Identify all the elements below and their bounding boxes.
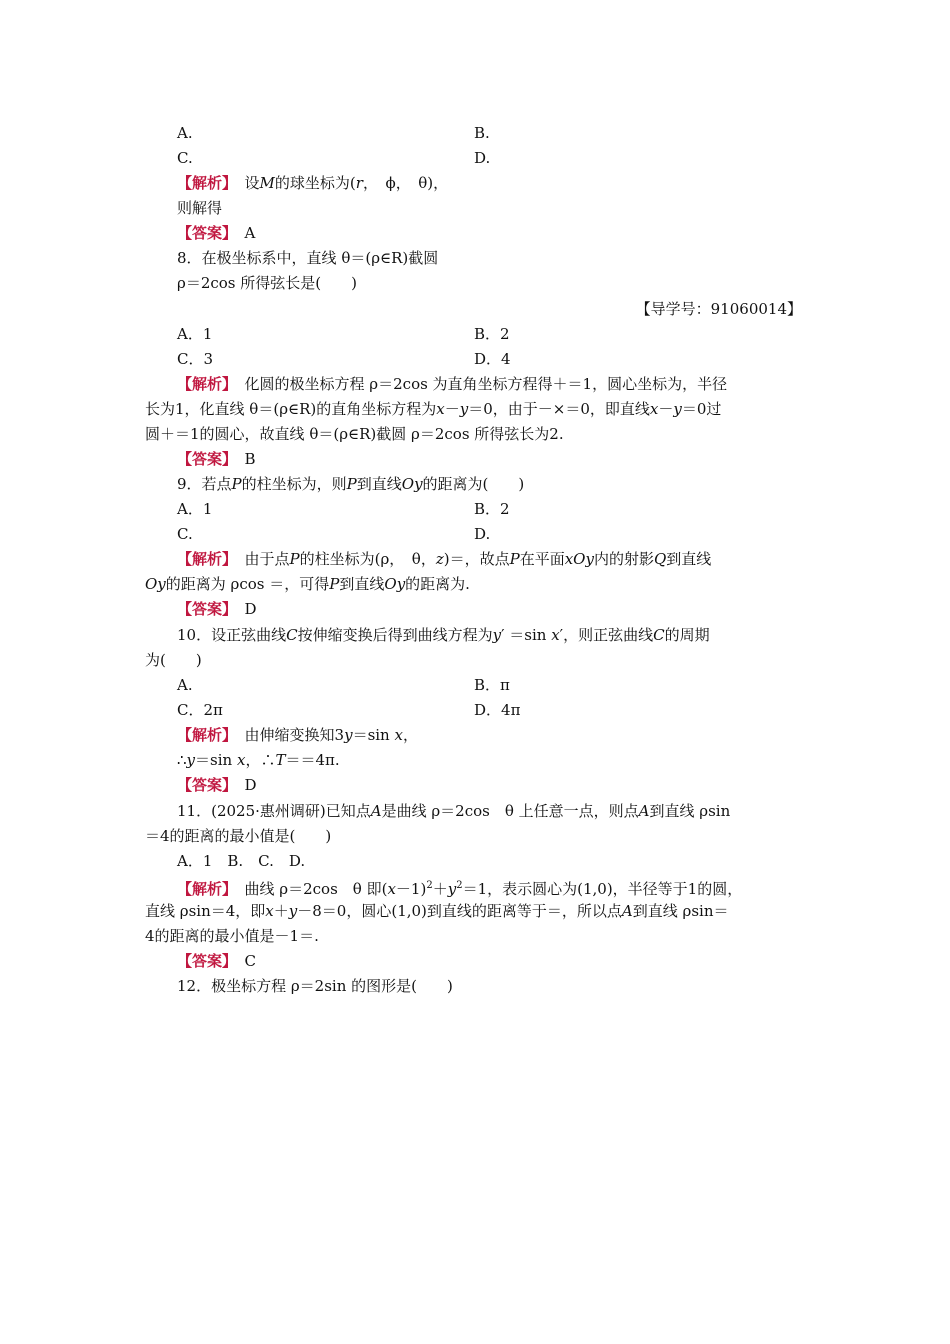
- q12-stem: 12．极坐标方程 ρ＝2sin 的图形是( ): [177, 977, 453, 995]
- q10-answer: [177, 775, 257, 795]
- q11-options: A．1 B. C. D.: [177, 852, 306, 870]
- q11-stem-line2: ＝4的距离的最小值是( ): [145, 827, 332, 845]
- q10-analysis-line2: ∴y＝sin x，∴T＝＝4π.: [177, 751, 340, 769]
- q8-option-b: B．2: [474, 325, 510, 343]
- q7-option-a: A.: [177, 124, 193, 142]
- q8-option-c: C．3: [177, 350, 214, 368]
- q8-analysis-line2: 长为1，化直线 θ＝(ρ∈R)的直角坐标方程为x－y＝0，由于－×＝0，即直线x－y＝0过: [145, 400, 722, 418]
- q7-option-d: D.: [474, 149, 491, 167]
- analysis-label: 【解析】: [177, 375, 230, 393]
- q11-analysis-line2: 直线 ρsin＝4，即x＋y－8＝0，圆心(1,0)到直线的距离等于＝，所以点A到直线 ρsin＝: [145, 902, 729, 920]
- q11-stem-line1: 11．(2025·惠州调研)已知点A是曲线 ρ＝2cos θ 上任意一点，则点A到直线 ρsin: [177, 802, 731, 820]
- answer-value: B: [244, 450, 256, 468]
- q8-option-a: A．1: [177, 325, 213, 343]
- q9-option-b: B．2: [474, 500, 510, 518]
- q8-analysis-line3: 圆＋＝1的圆心，故直线 θ＝(ρ∈R)截圆 ρ＝2cos 所得弦长为2.: [145, 425, 564, 443]
- q7-option-c: C.: [177, 149, 193, 167]
- analysis-label: 【解析】: [177, 550, 230, 568]
- q9-option-c: C.: [177, 525, 193, 543]
- q9-option-a: A．1: [177, 500, 213, 518]
- answer-value: A: [244, 224, 256, 242]
- answer-value: D: [244, 776, 257, 794]
- q9-analysis-line1: 【解析】 由于点P的柱坐标为(ρ， θ，z)＝，故点P在平面xOy内的射影Q到直线: [177, 550, 712, 568]
- q8-option-d: D．4: [474, 350, 511, 368]
- q10-analysis-line1: 【解析】 由伸缩变换知3y＝sin x，: [177, 726, 418, 744]
- q9-stem: 9．若点P的柱坐标为，则P到直线Oy的距离为( ): [177, 475, 525, 493]
- q10-option-d: D．4π: [474, 701, 521, 719]
- q8-answer: [177, 449, 256, 469]
- answer-label: 【答案】: [177, 450, 230, 468]
- q11-analysis-line3: 4的距离的最小值是－1＝.: [145, 927, 319, 945]
- q11-analysis-line1: 【解析】 曲线 ρ＝2cos θ 即$(x-1)^2+y^2=1$，表示圆心为(1,0)，半径等于1的圆，: [177, 880, 743, 898]
- analysis-label: 【解析】: [177, 726, 230, 744]
- analysis-label: 【解析】: [177, 174, 230, 192]
- answer-value: C: [244, 952, 257, 970]
- q7-answer: [177, 223, 255, 243]
- q10-stem-line1: 10．设正弦曲线C按伸缩变换后得到曲线方程为y′ ＝sin x′，则正弦曲线C的周期: [177, 626, 710, 644]
- answer-label: 【答案】: [177, 776, 230, 794]
- q7-analysis-line2: 则解得: [177, 199, 223, 217]
- q7-analysis: 【解析】 设M的球坐标为(r， ϕ， θ)，: [177, 174, 449, 192]
- guide-number: 【导学号：91060014】: [635, 300, 802, 318]
- q11-answer: [177, 951, 256, 971]
- analysis-label: 【解析】: [177, 880, 230, 898]
- q8-stem-line1: 8．在极坐标系中，直线 θ＝(ρ∈R)截圆: [177, 249, 439, 267]
- q9-option-d: D.: [474, 525, 491, 543]
- q8-stem-line2: ρ＝2cos 所得弦长是( ): [177, 274, 357, 292]
- q9-answer: [177, 599, 257, 619]
- q10-option-b: B．π: [474, 676, 510, 694]
- answer-value: D: [244, 600, 257, 618]
- answer-label: 【答案】: [177, 600, 230, 618]
- q8-analysis-line1: 【解析】 化圆的极坐标方程 ρ＝2cos 为直角坐标方程得＋＝1，圆心坐标为，半径: [177, 375, 728, 393]
- q10-option-c: C．2π: [177, 701, 223, 719]
- q10-option-a: A.: [177, 676, 193, 694]
- q9-analysis-line2: Oy的距离为 ρcos ＝，可得P到直线Oy的距离为.: [145, 575, 470, 593]
- answer-label: 【答案】: [177, 224, 230, 242]
- q7-option-b: B.: [474, 124, 490, 142]
- q10-stem-line2: 为( ): [145, 651, 202, 669]
- answer-label: 【答案】: [177, 952, 230, 970]
